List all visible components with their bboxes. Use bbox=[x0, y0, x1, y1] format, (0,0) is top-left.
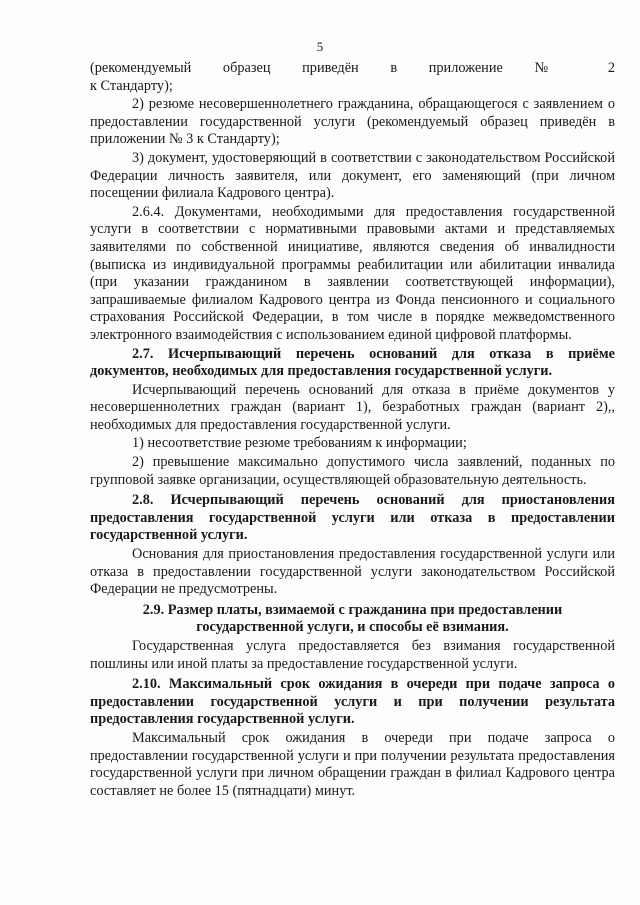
paragraph: к Стандарту); bbox=[90, 77, 173, 94]
list-item: 2) превышение максимально допустимого числа заявлений, поданных по групповой заявке организации, осуществляющей образовательную деятельность. bbox=[90, 454, 615, 488]
section-heading-2-9-cont: государственной услуги, и способы её взимания. bbox=[196, 619, 509, 636]
paragraph: Максимальный срок ожидания в очереди при подаче запроса о предоставлении государственной услуги и при получении результата предоставления государственной услуги при личном обращении граждан в филиал Кадрового центра составляет не более 15 (пятнадцати) минут. bbox=[90, 729, 615, 799]
section-heading-2-7: 2.7. Исчерпывающий перечень оснований для отказа в приёме документов, необходимых для предоставления государственной услуги. bbox=[90, 345, 615, 380]
paragraph: (рекомендуемый образец приведён в приложение № 2 bbox=[90, 60, 615, 76]
list-item: 3) документ, удостоверяющий в соответствии с законодательством Российской Федерации личность заявителя, или документ, его заменяющий (при личном посещении филиала Кадрового центра). bbox=[90, 149, 615, 202]
paragraph: 2.6.4. Документами, необходимыми для предоставления государственной услуги в соответствии с нормативными правовыми актами и представляемых заявителями по собственной инициативе, являются сведения об инвалидности (выписка из индивидуальной программы реабилитации или абилитации инвалида (при указании гражданином в заявлении соответствующей информации), запрашиваемые филиалом Кадрового центра из Фонда пенсионного и социального страхования Российской Федерации, в том числе в порядке межведомственного электронного взаимодействия с использованием единой цифровой платформы. bbox=[90, 203, 615, 343]
list-item: 1) несоответствие резюме требованиям к информации; bbox=[132, 435, 467, 452]
page-content bbox=[90, 60, 615, 800]
paragraph: Государственная услуга предоставляется без взимания государственной пошлины или иной платы за предоставление государственной услуги. bbox=[90, 638, 615, 672]
page-number: 5 bbox=[316, 39, 324, 54]
paragraph: Исчерпывающий перечень оснований для отказа в приёме документов у несовершеннолетних граждан (вариант 1), безработных граждан (вариант 2),, необходимых для предоставления государственной услуги. bbox=[90, 381, 615, 433]
section-heading-2-8: 2.8. Исчерпывающий перечень оснований для приостановления предоставления государственной услуги или отказа в предоставлении государственной услуги. bbox=[90, 492, 615, 544]
paragraph: Основания для приостановления предоставления государственной услуги или отказа в предоставлении государственной услуги законодательством Российской Федерации не предусмотрены. bbox=[90, 546, 615, 598]
section-heading-2-10: 2.10. Максимальный срок ожидания в очереди при подаче запроса о предоставлении государственной услуги и при получении результата предоставления государственной услуги. bbox=[90, 676, 615, 728]
list-item: 2) резюме несовершеннолетнего гражданина, обращающегося с заявлением о предоставлении государственной услуги (рекомендуемый образец приведён в приложении № 3 к Стандарту); bbox=[90, 96, 615, 148]
section-heading-2-9: 2.9. Размер платы, взимаемой с гражданина при предоставлении bbox=[142, 601, 563, 618]
